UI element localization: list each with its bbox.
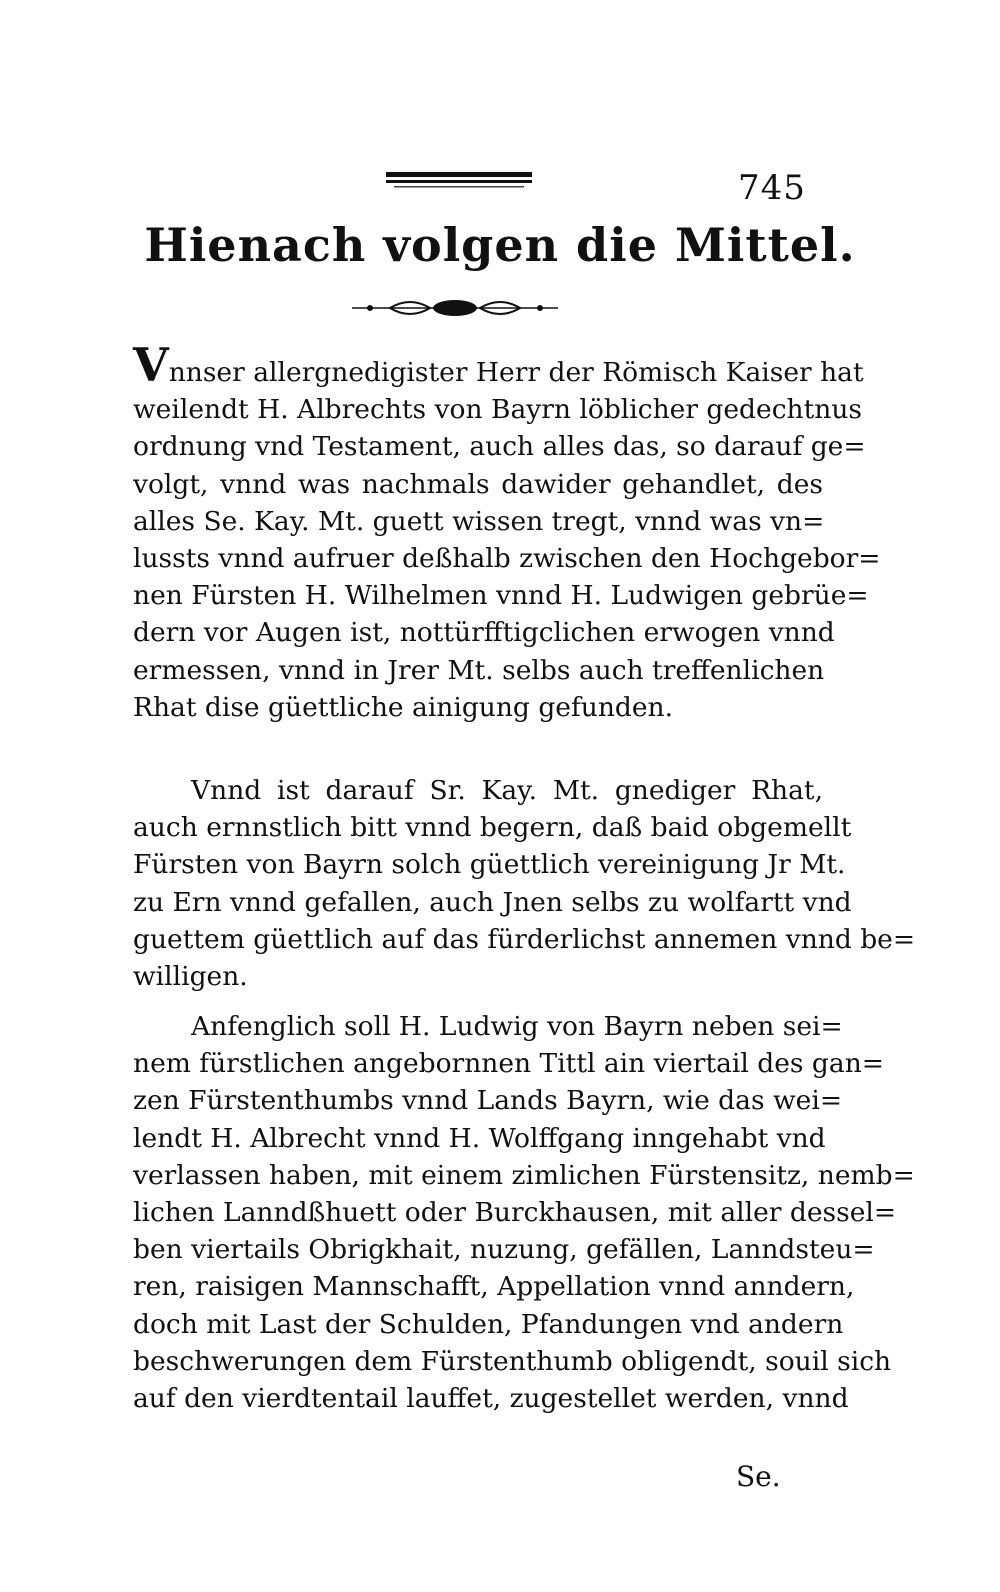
text-line: lichen Lanndßhuett oder Burckhausen, mit aller dessel=: [133, 1197, 897, 1229]
text-line: auf den vierdtentail lauffet, zugestellet werden, vnnd: [133, 1383, 849, 1415]
text-line: Vnnd ist darauf Sr. Kay. Mt. gnediger Rhat,: [191, 775, 823, 806]
text-line: lendt H. Albrecht vnnd H. Wolffgang inngehabt vnd: [133, 1122, 826, 1154]
title-ornament: [350, 290, 560, 326]
page-number: 745: [738, 168, 806, 208]
section-title: Hienach volgen die Mittel.: [144, 218, 856, 272]
text-line: guettem güettlich auf das fürderlichst annemen vnnd be=: [133, 923, 916, 955]
text-line: Fürsten von Bayrn solch güettlich vereinigung Jr Mt.: [133, 849, 846, 881]
text-line: nen Fürsten H. Wilhelmen vnnd H. Ludwigen gebrüe=: [133, 580, 869, 612]
catchword: Se.: [736, 1460, 781, 1493]
text-line: ben viertails Obrigkhait, nuzung, gefällen, Lanndsteu=: [133, 1234, 875, 1266]
text-line: ermessen, vnnd in Jrer Mt. selbs auch treffenlichen: [133, 654, 825, 686]
paragraph-1: [133, 338, 881, 726]
header-rule-ornament: [384, 170, 534, 190]
text-line: alles Se. Kay. Mt. guett wissen tregt, vnnd was vn=: [133, 505, 825, 537]
text-line: dern vor Augen ist, nottürfftigclichen erwogen vnnd: [133, 617, 835, 649]
text-line: ren, raisigen Mannschafft, Appellation vnnd anndern,: [133, 1271, 855, 1303]
text-line: Anfenglich soll H. Ludwig von Bayrn neben sei=: [191, 1011, 843, 1042]
text-line: weilendt H. Albrechts von Bayrn löblicher gedechtnus: [133, 394, 862, 426]
text-line: zu Ern vnnd gefallen, auch Jnen selbs zu wolfartt vnd: [133, 886, 852, 918]
drop-capital: V: [133, 338, 169, 392]
text-line: volgt, vnnd was nachmals dawider gehandlet, des: [133, 468, 823, 500]
paragraph-2: [133, 772, 916, 995]
paragraph-3: [133, 1008, 915, 1417]
text-line: Vnnser allergnedigister Herr der Römisch Kaiser hat: [133, 338, 864, 392]
text-line: zen Fürstenthumbs vnnd Lands Bayrn, wie das wei=: [133, 1085, 843, 1117]
text-line: Rhat dise güettliche ainigung gefunden.: [133, 691, 674, 723]
text-line: doch mit Last der Schulden, Pfandungen vnd andern: [133, 1308, 844, 1340]
text-line: verlassen haben, mit einem zimlichen Fürstensitz, nemb=: [133, 1159, 915, 1191]
text-line: beschwerungen dem Fürstenthumb obligendt, souil sich: [133, 1345, 892, 1377]
text-line: nem fürstlichen angebornnen Tittl ain viertail des gan=: [133, 1048, 884, 1080]
text-line: ordnung vnd Testament, auch alles das, so darauf ge=: [133, 431, 866, 463]
text-line: willigen.: [133, 961, 248, 993]
text-line: auch ernnstlich bitt vnnd begern, daß baid obgemellt: [133, 812, 852, 844]
text-line: lussts vnnd aufruer deßhalb zwischen den Hochgebor=: [133, 543, 881, 575]
